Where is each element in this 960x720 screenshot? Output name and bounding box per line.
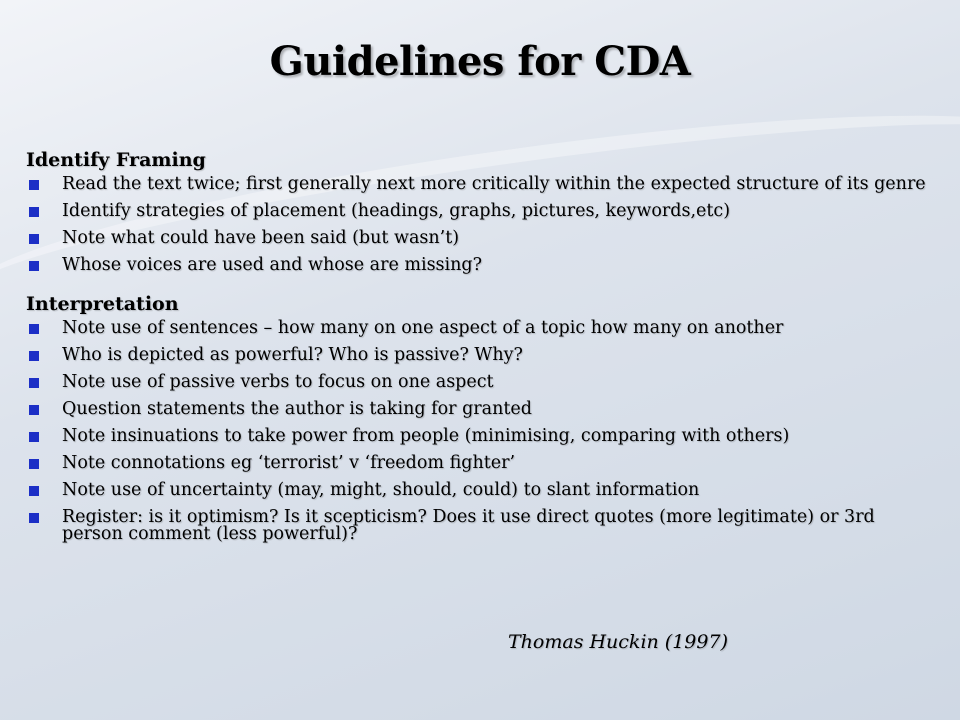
list-item bbox=[26, 455, 941, 472]
list-item bbox=[26, 203, 941, 220]
bullet-text: Note insinuations to take power from people (minimising, comparing with others) bbox=[62, 426, 790, 446]
square-bullet-icon bbox=[29, 207, 39, 217]
square-bullet-icon bbox=[29, 261, 39, 271]
bullet-text: Who is depicted as powerful? Who is passive? Why? bbox=[62, 345, 523, 365]
square-bullet-icon bbox=[29, 405, 39, 415]
square-bullet-icon bbox=[29, 351, 39, 361]
list-item bbox=[26, 401, 941, 418]
bullet-text: Note use of sentences – how many on one aspect of a topic how many on another bbox=[62, 318, 784, 338]
citation: Thomas Huckin (1997) bbox=[508, 631, 728, 653]
bullet-text: Question statements the author is taking for granted bbox=[62, 399, 532, 419]
list-item bbox=[26, 428, 941, 445]
list-item bbox=[26, 482, 941, 499]
section-heading-framing: Identify Framing bbox=[26, 149, 206, 171]
bullet-text: Note use of passive verbs to focus on one aspect bbox=[62, 372, 494, 392]
square-bullet-icon bbox=[29, 432, 39, 442]
framing-bullet-list bbox=[26, 176, 941, 274]
square-bullet-icon bbox=[29, 180, 39, 190]
interpretation-bullet-list bbox=[26, 320, 941, 543]
bullet-text: Note what could have been said (but wasn’t) bbox=[62, 228, 460, 248]
bullet-text: Note connotations eg ‘terrorist’ v ‘freedom fighter’ bbox=[62, 453, 516, 473]
bullet-text: Identify strategies of placement (headings, graphs, pictures, keywords,etc) bbox=[62, 201, 731, 221]
list-item bbox=[26, 176, 941, 193]
slide-title: Guidelines for CDA bbox=[269, 38, 691, 85]
bullet-text: Register: is it optimism? Is it scepticism? Does it use direct quotes (more legitimate) or 3rd person comment (less powerful)? bbox=[62, 507, 875, 544]
list-item bbox=[26, 230, 941, 247]
list-item bbox=[26, 347, 941, 364]
section-heading-interpretation: Interpretation bbox=[26, 293, 179, 315]
list-item bbox=[26, 257, 941, 274]
square-bullet-icon bbox=[29, 234, 39, 244]
square-bullet-icon bbox=[29, 513, 39, 523]
square-bullet-icon bbox=[29, 459, 39, 469]
square-bullet-icon bbox=[29, 378, 39, 388]
slide-content bbox=[26, 148, 941, 553]
bullet-text: Note use of uncertainty (may, might, should, could) to slant information bbox=[62, 480, 700, 500]
square-bullet-icon bbox=[29, 486, 39, 496]
list-item bbox=[26, 374, 941, 391]
list-item bbox=[26, 509, 941, 543]
list-item bbox=[26, 320, 941, 337]
square-bullet-icon bbox=[29, 324, 39, 334]
bullet-text: Read the text twice; first generally next more critically within the expected structure of its genre bbox=[62, 174, 926, 194]
bullet-text: Whose voices are used and whose are missing? bbox=[62, 255, 482, 275]
